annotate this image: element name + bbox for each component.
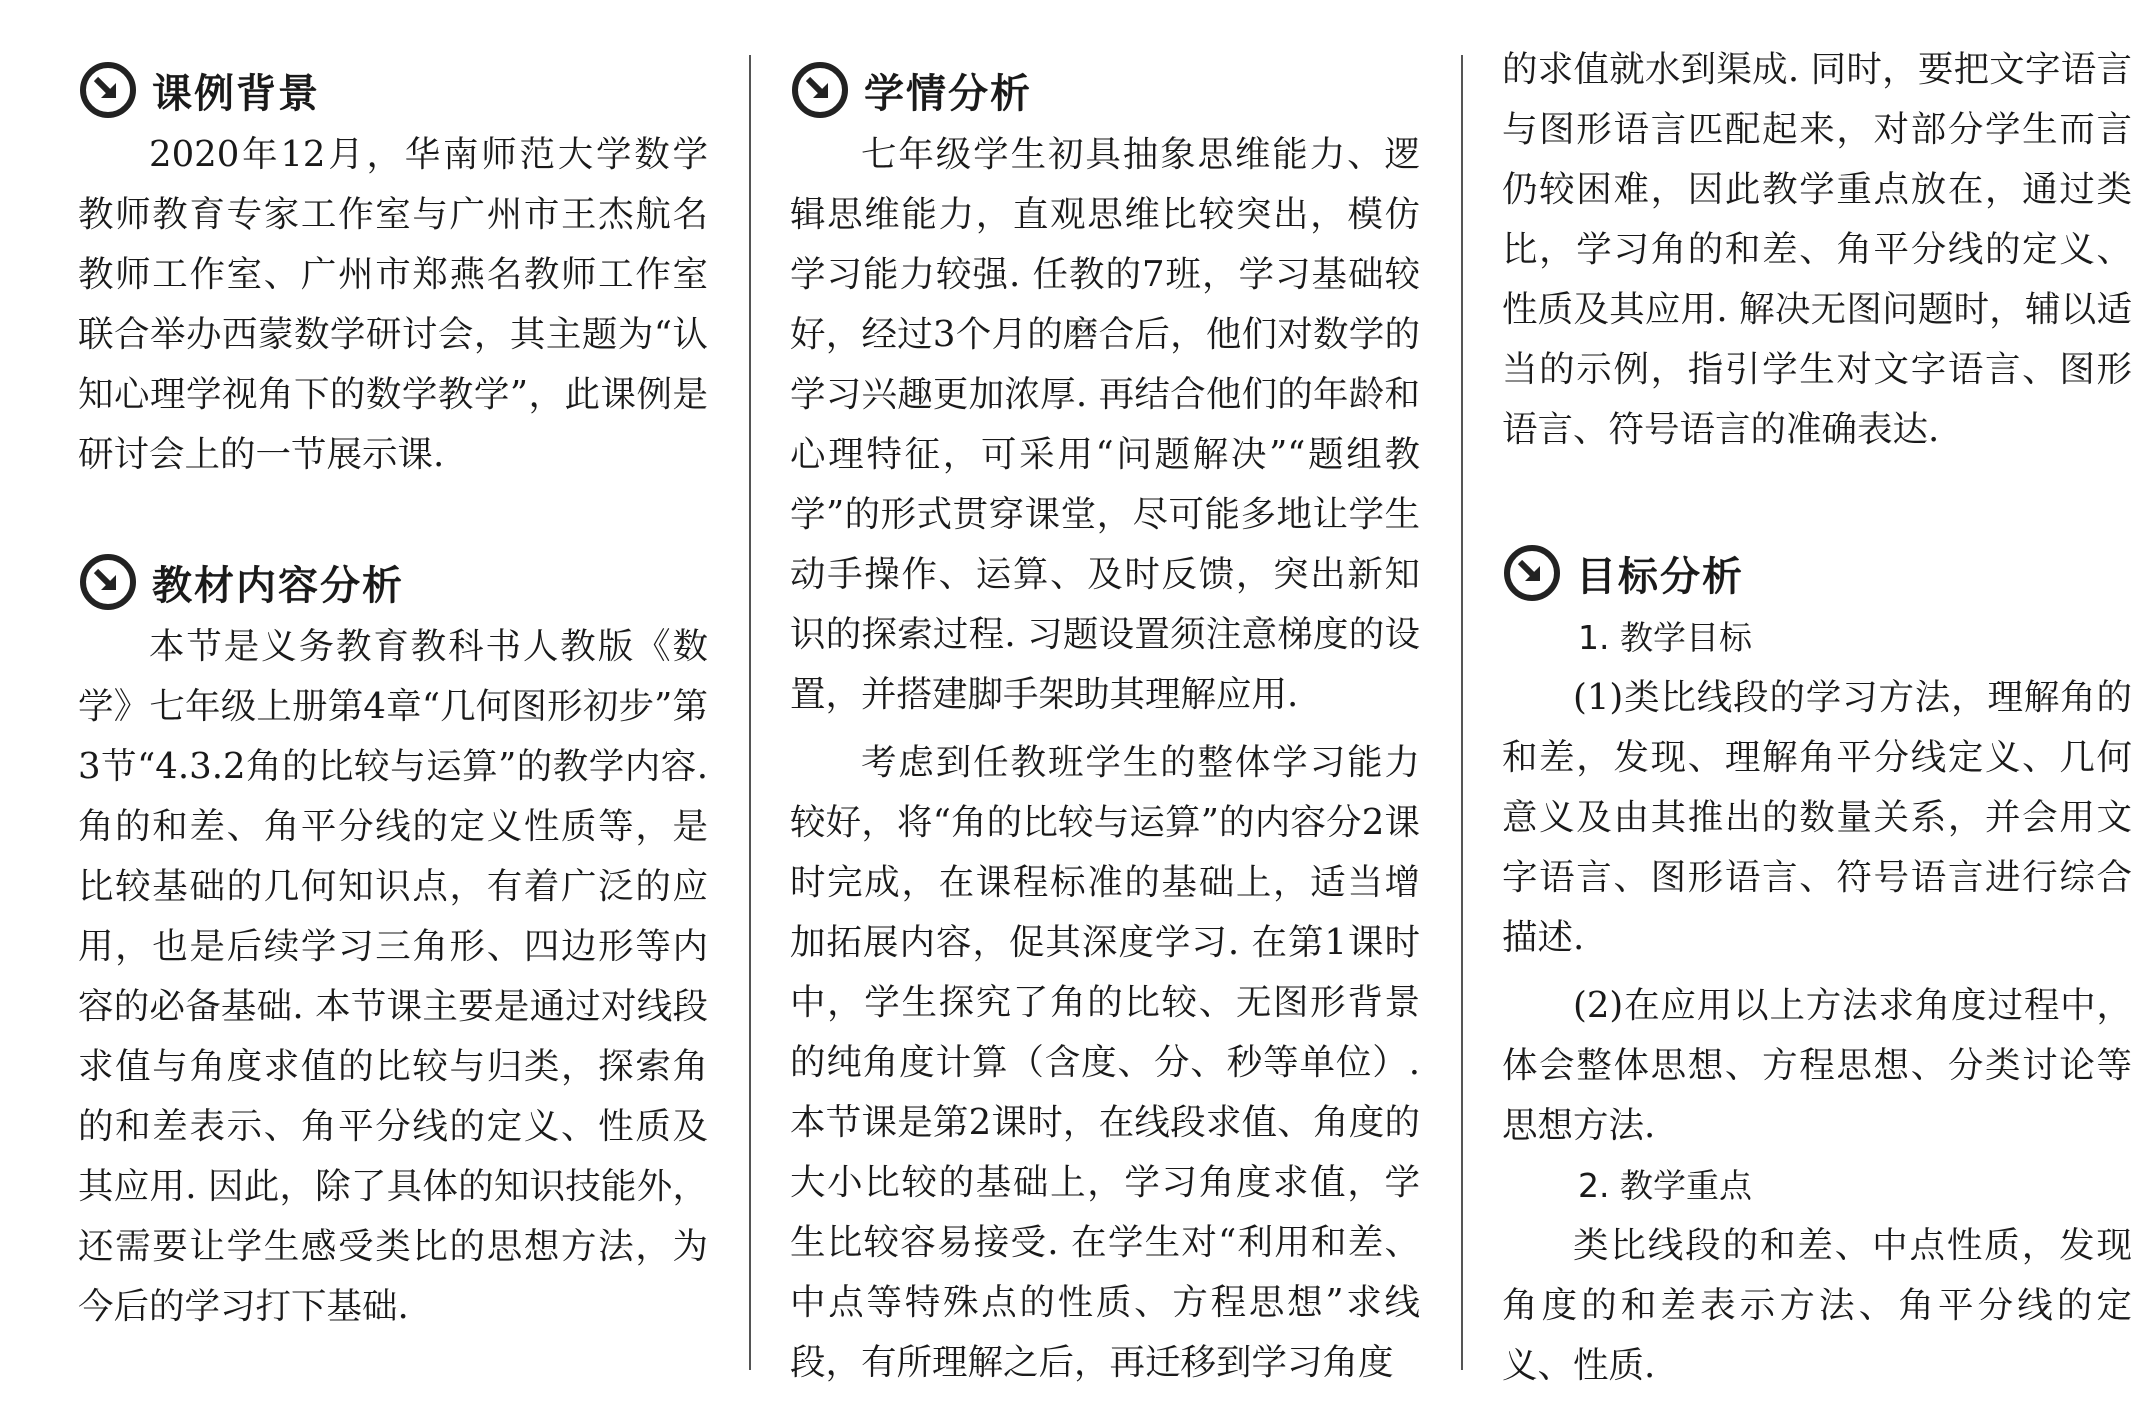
section-arrow-icon (1502, 543, 1562, 603)
section-title: 课例背景 (152, 70, 320, 117)
section-title: 教材内容分析 (152, 562, 404, 609)
column-divider-left (749, 55, 751, 1370)
subheading: 2. 教学重点 (1578, 1166, 1752, 1205)
section-arrow-icon (78, 60, 138, 120)
paragraph: (2)在应用以上方法求角度过程中，体会整体思想、方程思想、分类讨论等思想方法. (1502, 985, 2132, 1146)
column-right (1502, 0, 2132, 1396)
paragraph: 2020年12月，华南师范大学数学教师教育专家工作室与广州市王杰航名教师工作室、广州市郑燕名教师工作室联合举办西蒙数学研讨会，其主题为“认知心理学视角下的数学教学”，此课例是研讨会上的一节展示课. (78, 134, 708, 475)
section-heading-students (790, 55, 1420, 125)
section-title: 目标分析 (1576, 553, 1744, 600)
paragraph-continued: 的求值就水到渠成. 同时，要把文字语言与图形语言匹配起来，对部分学生而言仍较困难，因此教学重点放在，通过类比，学习角的和差、角平分线的定义、性质及其应用. 解决无图问题时，辅以适当的示例，指引学生对文字语言、图形语言、符号语言的准确表达. (1502, 49, 2132, 450)
paragraph: 本节是义务教育教科书人教版《数学》七年级上册第4章“几何图形初步”第3节“4.3.2角的比较与运算”的教学内容. 角的和差、角平分线的定义性质等，是比较基础的几何知识点，有着广泛的应用，也是后续学习三角形、四边形等内容的必备基础. 本节课主要是通过对线段求值与角度求值的比较与归类，探索角的和差表示、角平分线的定义、性质及其应用. 因此，除了具体的知识技能外，还需要让学生感受类比的思想方法，为今后的学习打下基础. (78, 626, 708, 1327)
column-divider-right (1461, 55, 1463, 1370)
paragraph: 类比线段的和差、中点性质，发现角度的和差表示方法、角平分线的定义、性质. (1502, 1225, 2132, 1386)
section-arrow-icon (78, 552, 138, 612)
paragraph: (1)类比线段的学习方法，理解角的和差，发现、理解角平分线定义、几何意义及由其推出的数量关系，并会用文字语言、图形语言、符号语言进行综合描述. (1502, 677, 2132, 958)
paragraph: 考虑到任教班学生的整体学习能力较好，将“角的比较与运算”的内容分2课时完成，在课程标准的基础上，适当增加拓展内容，促其深度学习. 在第1课时中，学生探究了角的比较、无图形背景的纯角度计算（含度、分、秒等单位）. 本节课是第2课时，在线段求值、角度的大小比较的基础上，学习角度求值，学生比较容易接受. 在学生对“利用和差、中点等特殊点的性质、方程思想”求线段，有所理解之后，再迁移到学习角度 (790, 742, 1420, 1383)
section-heading-background (78, 55, 708, 125)
section-heading-content (78, 547, 708, 617)
column-left (78, 0, 708, 1337)
subheading: 1. 教学目标 (1578, 618, 1752, 657)
column-middle (790, 0, 1420, 1393)
paragraph: 七年级学生初具抽象思维能力、逻辑思维能力，直观思维比较突出，模仿学习能力较强. 任教的7班，学习基础较好，经过3个月的磨合后，他们对数学的学习兴趣更加浓厚. 再结合他们的年龄和心理特征，可采用“问题解决”“题组教学”的形式贯穿课堂，尽可能多地让学生动手操作、运算、及时反馈，突出新知识的探索过程. 习题设置须注意梯度的设置，并搭建脚手架助其理解应用. (790, 134, 1420, 715)
section-title: 学情分析 (864, 70, 1032, 117)
section-heading-goals (1502, 538, 2132, 608)
section-arrow-icon (790, 60, 850, 120)
